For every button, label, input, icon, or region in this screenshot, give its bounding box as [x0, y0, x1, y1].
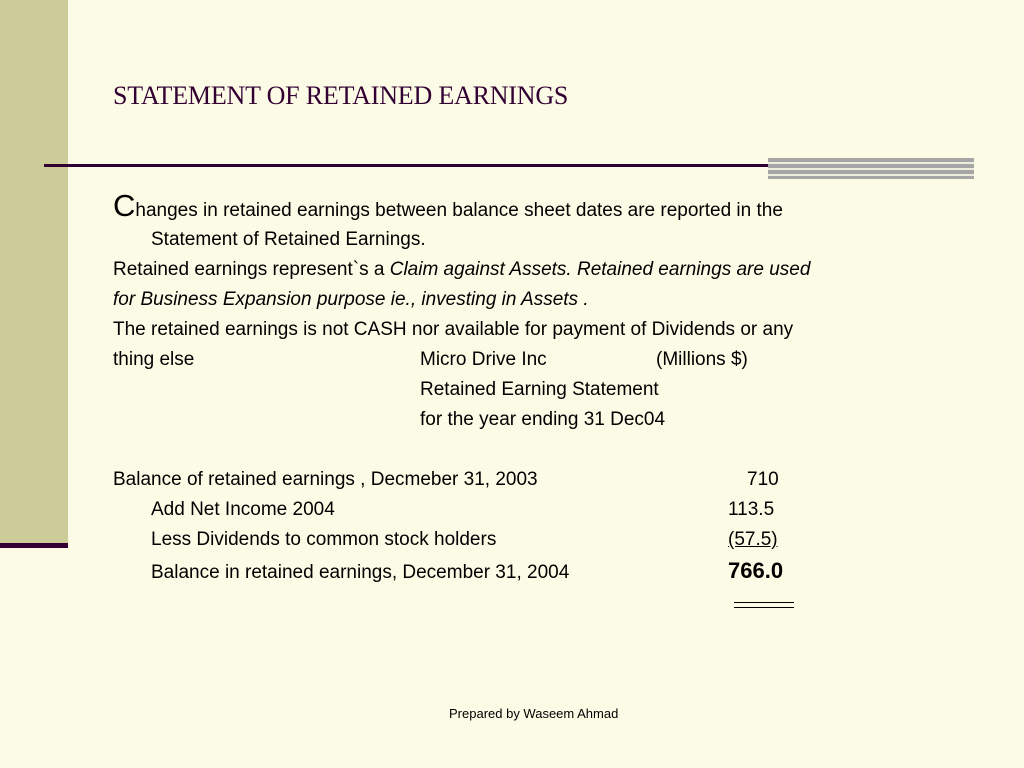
statement-period: for the year ending 31 Dec04	[420, 409, 666, 430]
statement-units: (Millions $)	[656, 349, 748, 370]
para3-line2: thing else	[113, 349, 195, 370]
para2-line1	[113, 259, 810, 281]
para1-line2: Statement of Retained Earnings.	[151, 229, 426, 250]
row-dividends-value: (57.5)	[728, 529, 778, 550]
left-bar-accent-line	[0, 543, 68, 548]
decorative-gray-bars	[768, 158, 974, 179]
row-opening-balance-label: Balance of retained earnings , Decmeber 31, 2003	[113, 469, 538, 490]
statement-name: Retained Earning Statement	[420, 379, 659, 400]
row-closing-balance-value: 766.0	[728, 558, 784, 583]
row-dividends-label: Less Dividends to common stock holders	[151, 529, 497, 550]
para1-line1-text: hanges in retained earnings between balance sheet dates are reported in the	[135, 200, 783, 221]
footer-credit: Prepared by Waseem Ahmad	[449, 706, 619, 721]
row-net-income-value: 113.5	[728, 499, 775, 520]
statement-company: Micro Drive Inc	[420, 349, 547, 370]
para1-line1	[113, 190, 783, 222]
row-opening-balance-value: 710	[747, 469, 779, 490]
left-sidebar-bar	[0, 0, 68, 545]
row-net-income-label: Add Net Income 2004	[151, 499, 335, 520]
slide-title: STATEMENT OF RETAINED EARNINGS	[113, 81, 569, 110]
para2-line1-italic: Claim against Assets. Retained earnings are used	[389, 259, 811, 280]
drop-initial: C	[113, 188, 136, 223]
para2-line2: for Business Expansion purpose ie., investing in Assets .	[113, 289, 589, 310]
para3-line1: The retained earnings is not CASH nor available for payment of Dividends or any	[113, 319, 794, 340]
total-double-underline	[734, 602, 794, 608]
para2-line1-plain: Retained earnings represent`s a	[113, 259, 390, 280]
row-closing-balance-label: Balance in retained earnings, December 31, 2004	[151, 562, 570, 583]
